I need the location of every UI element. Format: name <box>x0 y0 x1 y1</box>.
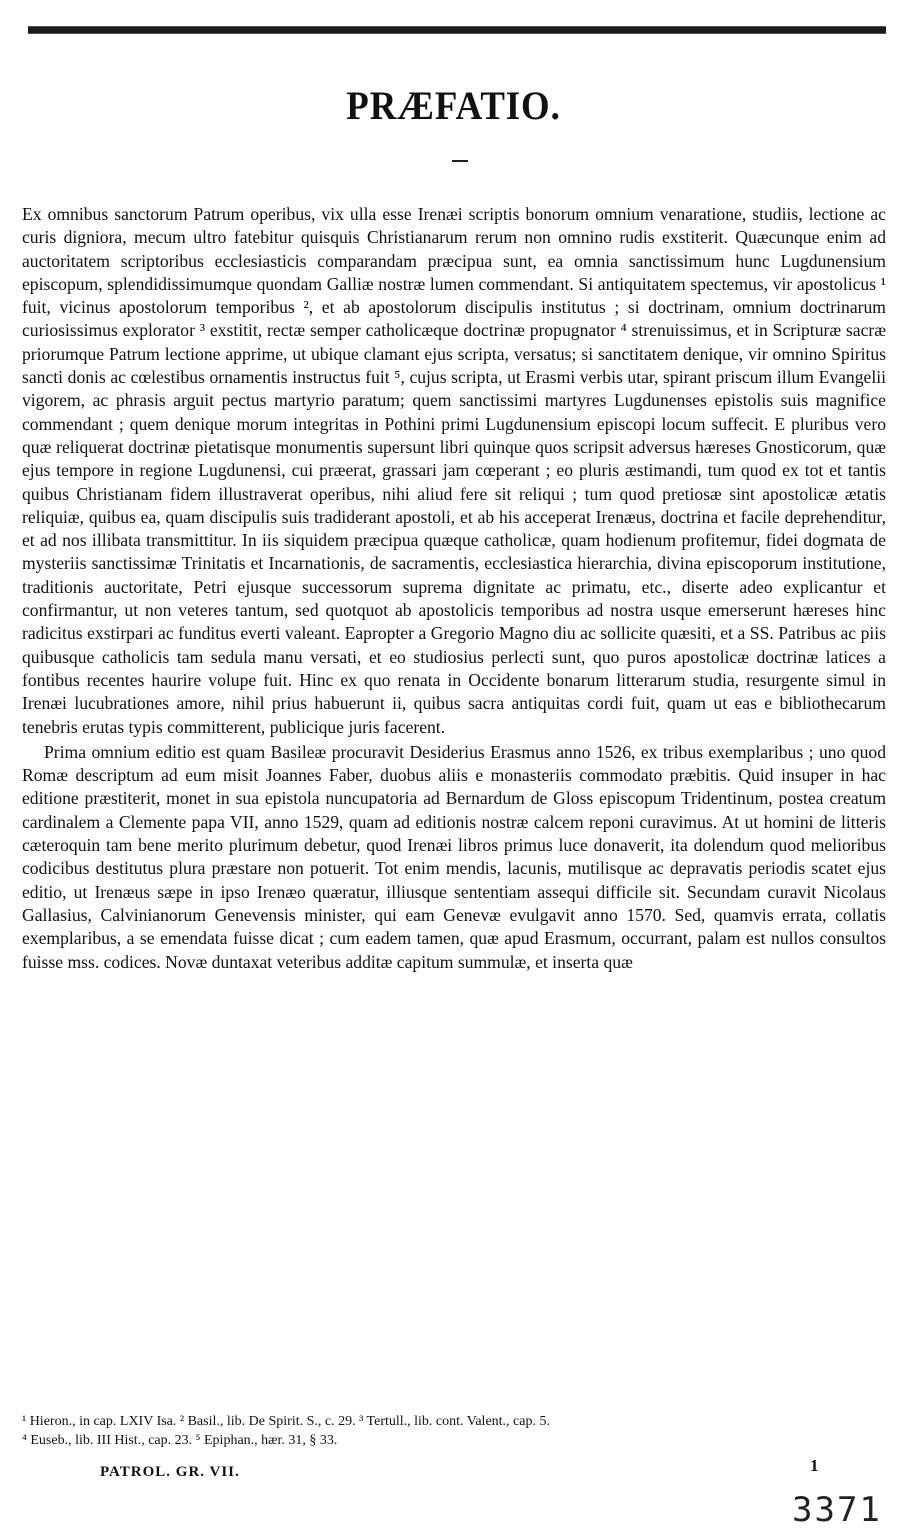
body-text <box>22 203 886 974</box>
footnote-line-2: ⁴ Euseb., lib. III Hist., cap. 23. ⁵ Epiphan., hær. 31, § 33. <box>22 1433 338 1448</box>
title-divider <box>452 160 468 162</box>
footnote-line-1: ¹ Hieron., in cap. LXIV Isa. ² Basil., lib. De Spirit. S., c. 29. ³ Tertull., lib. cont. Valent., cap. 5. <box>22 1414 550 1429</box>
top-rule <box>28 26 886 34</box>
paragraph-2: Prima omnium editio est quam Basileæ procuravit Desiderius Erasmus anno 1526, ex tribus exemplaribus ; uno quod Romæ descriptum ad eum misit Joannes Faber, duobus aliis e monasteriis commodato præbitis. Quid insuper in hac editione præstiterit, monet in sua epistola nuncupatoria ad Bernardum de Gloss episcopum Tridentinum, postea creatum cardinalem a Clemente papa VII, anno 1529, quam ad editionis nostræ calcem reponi curavimus. At ut homini de litteris cæteroquin tam bene merito plurimum debetur, quod Irenæi libros primus luce donaverit, ita dolendum quod melioribus codicibus destitutus plura præstare non potuerit. Tot enim mendis, lacunis, mutilisque ac depravatis periodis scatet ejus editio, ut Irenæus sæpe in ipso Irenæo quæratur, illiusque sententiam assequi difficile sit. Secundam curavit Nicolaus Gallasius, Calvinianorum Genevensis minister, qui eam Genevæ evulgavit anno 1570. Sed, quamvis errata, collatis exemplaribus, a se emendata fuisse dicat ; cum eadem tamen, quæ apud Erasmum, occurrant, palam est nullos consultos fuisse mss. codices. Novæ duntaxat veteribus additæ capitum summulæ, et inserta quæ <box>22 741 886 972</box>
paragraph-1: Ex omnibus sanctorum Patrum operibus, vix ulla esse Irenæi scriptis bonorum omnium venaratione, studiis, lectione ac curis digniora, mecum ultro fatebitur quisquis Christianarum rerum non omnino rudis exstiterit. Quæcunque enim ad auctoritatem scriptoribus ecclesiasticis comparandam præcipua sunt, ea omnia sanctissimum hunc Lugdunensium episcopum, splendidissimumque quondam Galliæ nostræ lumen commendant. Si antiquitatem spectemus, vir apostolicus ¹ fuit, vicinus apostolorum temporibus ², et ab apostolorum discipulis institutus ; si doctrinam, omnium doctrinarum curiosissimus explorator ³ exstitit, rectæ semper catholicæque doctrinæ propugnator ⁴ strenuissimus, et in Scripturæ sacræ priorumque Patrum lectione apprime, ut ubique clamant ejus scripta, versatus; si sanctitatem denique, vir omnino Spiritus sancti donis ac cœlestibus ornamentis instructus fuit ⁵, cujus scripta, ut Erasmi verbis utar, spirant priscum illum Evangelii vigorem, ac phrasis arguit pectus martyrio paratum; quem sanctissimi martyres Lugdunenses epistolis suis magnifice commendant ; quem denique morum integritas in Pothini primi Lugdunensium episcopi locum suffecit. E pluribus vero quæ reliquerat doctrinæ pietatisque monumentis supersunt libri quinque quos scripsit adversus hæreses Gnosticorum, quæ ejus tempore in regione Lugdunensi, cui præerat, grassari jam cœperant ; eo pluris æstimandi, tum quod ex tot et tantis quibus Christianam fidem illustraverat operibus, nihi aliud fere sit reliqui ; tum quod pretiosæ sint apostolicæ ætatis reliquiæ, quibus ea, quam discipulis suis tradiderant apostoli, et ab his acceperat Irenæus, doctrina et facile deprehenditur, et ad nos illibata transmittitur. In iis siquidem præcipua quæque catholicæ, quam hodienum profitemur, fidei dogmata de mysteriis sanctissimæ Trinitatis et Incarnationis, de sacramentis, ecclesiastica hierarchia, divina episcoporum institutione, traditionis auctoritate, Petri ejusque successorum suprema dignitate ac primatu, etc., diserte adeo explicantur et confirmantur, ut non veteres tantum, sed quotquot ab apostolicis temporibus ad nostra usque emerserunt hæreses hinc radicitus exstirpari ac funditus everti valeant. Eapropter a Gregorio Magno diu ac sollicite quæsiti, et a SS. Patribus ac piis quibusque catholicis tam sedula manu versati, et eo studiosius perlecti sunt, quo puros apostolicæ doctrinæ latices a fontibus recentes haurire volupe fuit. Hinc ex quo renata in Occidente bonarum litterarum studia, resurgente simul in Irenæi lucubrationes amore, nihil prius habuerunt ii, quibus sacra antiquitas cordi fuit, quam ut eas e bibliothecarum tenebris erutas typis committerent, publicique juris facerent. <box>22 204 886 737</box>
signature-mark: PATROL. GR. VII. <box>100 1464 240 1480</box>
page-title: PRÆFATIO. <box>346 83 561 128</box>
library-stamp: 3371 <box>792 1490 882 1530</box>
signature-number: 1 <box>810 1456 819 1475</box>
footnotes <box>22 1412 886 1450</box>
